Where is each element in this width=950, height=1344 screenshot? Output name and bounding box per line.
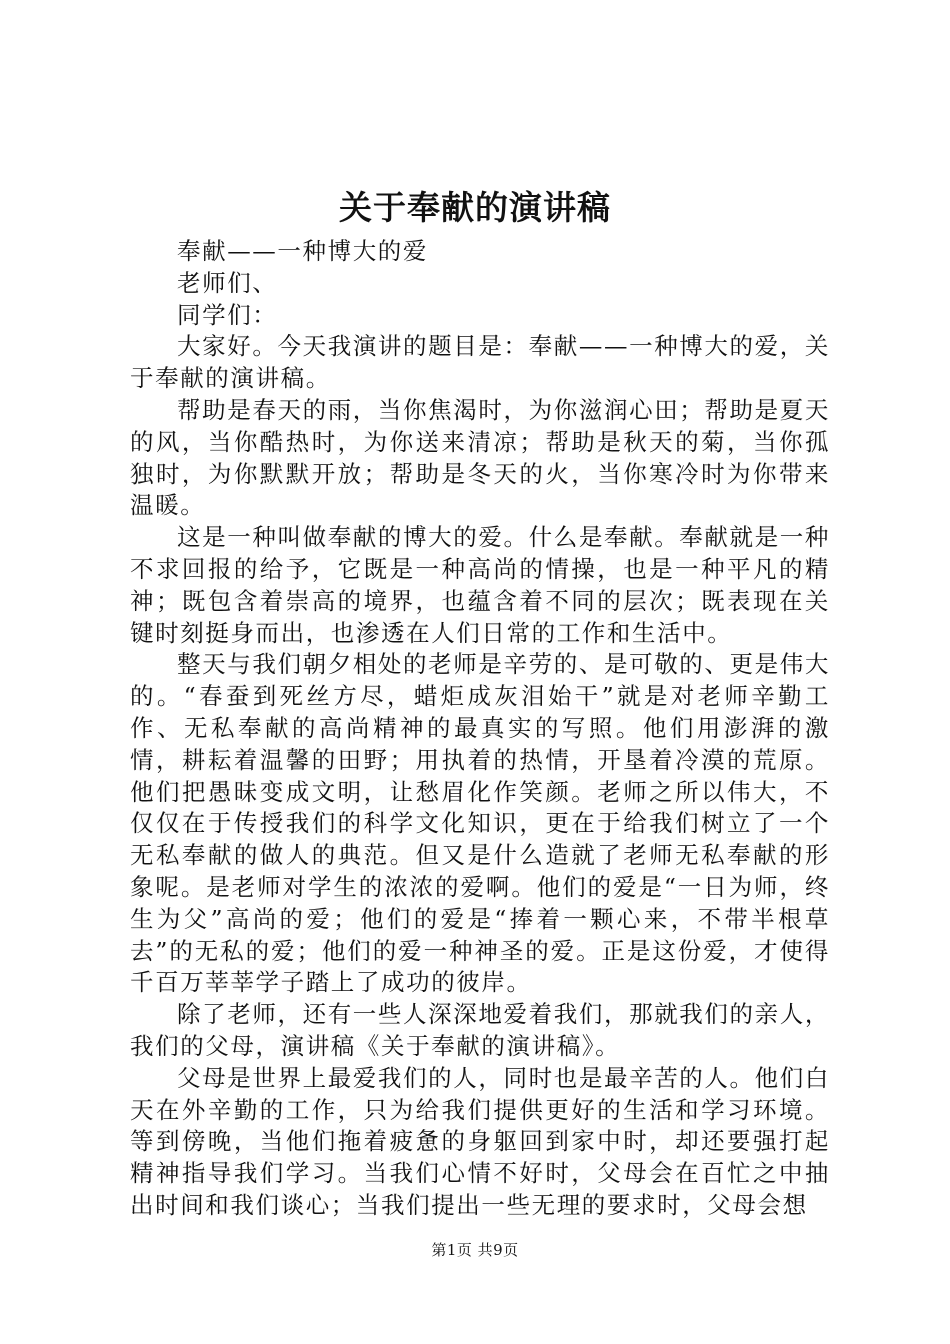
paragraph-teachers: 整天与我们朝夕相处的老师是辛劳的、是可敬的、更是伟大的。“春蚕到死丝方尽，蜡炬成灰泪始干”就是对老师辛勤工作、无私奉献的高尚精神的最真实的写照。他们用澎湃的激情，耕耘着温馨的田野；用执着的热情，开垦着冷漠的荒原。他们把愚昧变成文明，让愁眉化作笑颜。老师之所以伟大，不仅仅在于传授我们的科学文化知识，更在于给我们树立了一个无私奉献的做人的典范。但又是什么造就了老师无私奉献的形象呢。是老师对学生的浓浓的爱啊。他们的爱是“一日为师，终生为父”高尚的爱；他们的爱是“捧着一颗心来，不带半根草去”的无私的爱；他们的爱一种神圣的爱。正是这份爱，才使得千百万莘莘学子踏上了成功的彼岸。 xyxy=(130,650,830,997)
paragraph-salutation-teachers: 老师们、 xyxy=(177,268,278,297)
paragraph-help-seasons: 帮助是春天的雨，当你焦渴时，为你滋润心田；帮助是夏天的风，当你酷热时，为你送来清凉；帮助是秋天的菊，当你孤独时，为你默默开放；帮助是冬天的火，当你寒冷时为你带来温暖。 xyxy=(130,395,830,520)
page-footer: 第1页 共9页 xyxy=(431,1241,519,1259)
paragraph-greeting: 大家好。今天我演讲的题目是：奉献——一种博大的爱，关于奉献的演讲稿。 xyxy=(130,332,830,393)
document-title: 关于奉献的演讲稿 xyxy=(339,188,611,227)
paragraph-dedication-definition: 这是一种叫做奉献的博大的爱。什么是奉献。奉献就是一种不求回报的给予，它既是一种高尚的情操，也是一种平凡的精神；既包含着崇高的境界，也蕴含着不同的层次；既表现在关键时刻挺身而出，也渗透在人们日常的工作和生活中。 xyxy=(130,523,830,647)
paragraph-parents: 父母是世界上最爱我们的人，同时也是最辛苦的人。他们白天在外辛勤的工作，只为给我们提供更好的生活和学习环境。等到傍晚，当他们拖着疲惫的身躯回到家中时，却还要强打起精神指导我们学习。当我们心情不好时，父母会在百忙之中抽出时间和我们谈心；当我们提出一些无理的要求时，父母会想 xyxy=(130,1063,830,1219)
paragraph-salutation-students: 同学们： xyxy=(177,300,278,329)
paragraph-subtitle: 奉献——一种博大的爱 xyxy=(177,237,428,265)
document-body xyxy=(130,236,830,1222)
paragraph-family: 除了老师，还有一些人深深地爱着我们，那就我们的亲人，我们的父母，演讲稿《关于奉献的演讲稿》。 xyxy=(130,1000,830,1060)
